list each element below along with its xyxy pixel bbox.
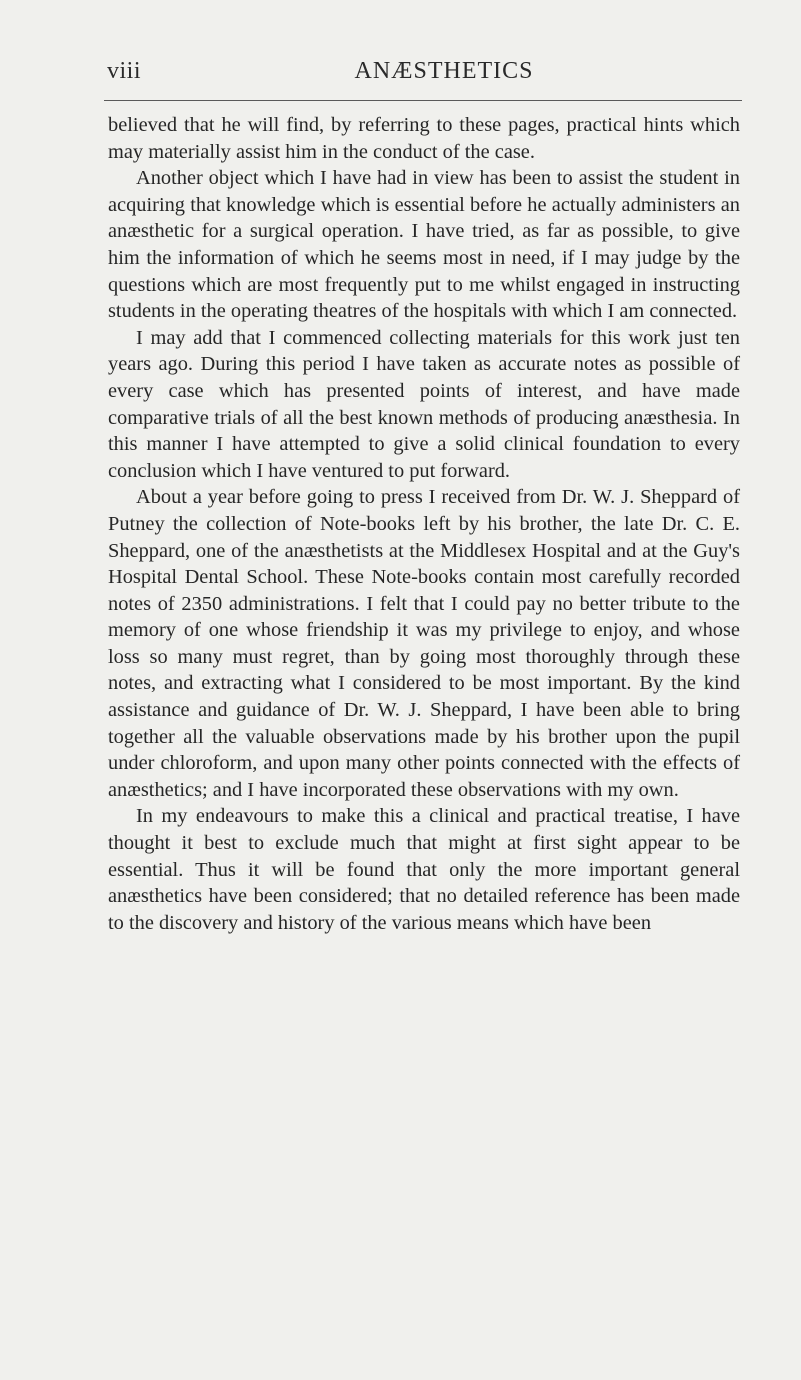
paragraph-continued: believed that he will find, by referring to these pages, practical hints which may materially assist him in the conduct of the case.	[108, 114, 740, 163]
paragraph-note-books: About a year before going to press I received from Dr. W. J. Sheppard of Putney the collection of Note-books left by his brother, the late Dr. C. E. Sheppard, one of the anæsthetists at the Middlesex Hospital and at the Guy's Hospital Dental School. These Note-books contain most carefully recorded notes of 2350 administrations. I felt that I could pay no better tribute to the memory of one whose friendship it was my privilege to enjoy, and whose loss so many must regret, than by going most thoroughly through these notes, and extracting what I considered to be most important. By the kind assistance and guidance of Dr. W. J. Sheppard, I have been able to bring together all the valuable observations made by his brother upon the pupil under chloroform, and upon many other points connected with the effects of anæsthetics; and I have incorporated these observations with my own.	[108, 486, 740, 801]
running-head-title: ANÆSTHETICS	[354, 58, 534, 84]
body-text	[108, 112, 740, 936]
page-header	[107, 58, 741, 98]
paragraph-materials: I may add that I commenced collecting materials for this work just ten years ago. During this period I have taken as accurate notes as possible of every case which has presented points of interest, and have made comparative trials of all the best known methods of producing anæsthesia. In this manner I have attempted to give a solid clinical foundation to every conclusion which I have ventured to put forward.	[108, 326, 740, 482]
page-number: viii	[107, 58, 142, 84]
paragraph-endeavours: In my endeavours to make this a clinical and practical treatise, I have thought it best to exclude much that might at first sight appear to be essential. Thus it will be found that only the more important general anæsthetics have been considered; that no detailed reference has been made to the discovery and history of the various means which have been	[108, 805, 740, 934]
paragraph-another-object: Another object which I have had in view has been to assist the student in acquiring that knowledge which is essential before he actually administers an anæsthetic for a surgical operation. I have tried, as far as possible, to give him the information of which he seems most in need, if I may judge by the questions which are most frequently put to me whilst engaged in instructing students in the operating theatres of the hospitals with which I am connected.	[108, 167, 740, 323]
header-rule	[104, 100, 742, 101]
